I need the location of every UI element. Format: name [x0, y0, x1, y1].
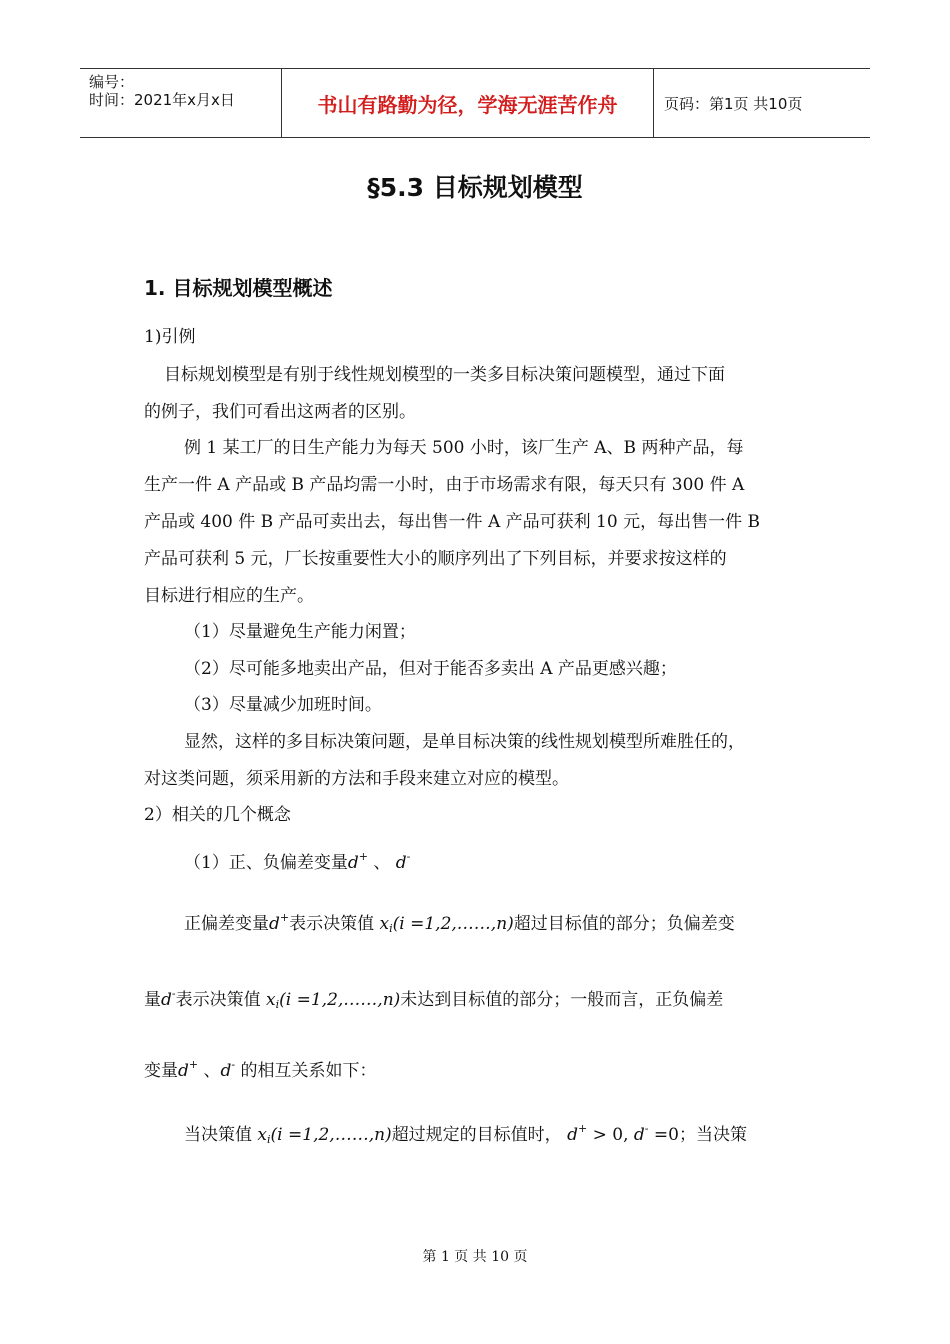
goal-item-1: （1）尽量避免生产能力闲置；: [184, 622, 416, 642]
subheading-example: 1)引例: [144, 327, 196, 347]
section-heading: 1. 目标规划模型概述: [144, 276, 333, 300]
definition-line-1: 正偏差变量d+表示决策值 $x_i(i$ =1,2,……,n)超过目标值的部分；负偏差变: [184, 911, 735, 935]
header-motto: 书山有路勤为径，学海无涯苦作舟: [281, 69, 654, 137]
concept-heading: （1）正、负偏差变量d+ 、 d-: [184, 850, 411, 873]
definition-line-4: 当决策值 $x_i(i$ =1,2,……,n)超过规定的目标值时， d+ > 0, d- =0；当决策: [184, 1122, 747, 1146]
doc-id-label: 编号：: [89, 73, 135, 91]
page-title: §5.3 目标规划模型: [367, 173, 583, 202]
example-line-1: 例 1 某工厂的日生产能力为每天 500 小时，该厂生产 A、B 两种产品，每: [184, 438, 744, 458]
conclusion-line-1: 显然，这样的多目标决策问题，是单目标决策的线性规划模型所难胜任的，: [184, 732, 745, 752]
definition-line-3: 变量d+ 、d- 的相互关系如下：: [144, 1058, 377, 1081]
example-line-3: 产品或 400 件 B 产品可卖出去，每出售一件 A 产品可获利 10 元，每出售一件 B: [144, 512, 760, 532]
example-line-5: 目标进行相应的生产。: [144, 586, 314, 606]
header-page-info: 页码：第1页 共10页: [664, 94, 803, 113]
intro-line-1: 目标规划模型是有别于线性规划模型的一类多目标决策问题模型，通过下面: [164, 365, 725, 385]
goal-item-3: （3）尽量减少加班时间。: [184, 695, 382, 715]
page-footer: 第 1 页 共 10 页: [422, 1249, 528, 1265]
page-header: [80, 68, 870, 138]
example-line-4: 产品可获利 5 元，厂长按重要性大小的顺序列出了下列目标，并要求按这样的: [144, 549, 727, 569]
example-line-2: 生产一件 A 产品或 B 产品均需一小时，由于市场需求有限，每天只有 300 件 A: [144, 475, 745, 495]
concept-heading-text: （1）正、负偏差变量: [184, 853, 348, 873]
definition-line-2: 量d-表示决策值 $x_i(i$ =1,2,……,n)未达到目标值的部分；一般而言，正负偏差: [144, 987, 724, 1011]
conclusion-line-2: 对这类问题，须采用新的方法和手段来建立对应的模型。: [144, 769, 569, 789]
subheading-concepts: 2）相关的几个概念: [144, 805, 291, 825]
doc-time-label: 时间：2021年x月x日: [89, 91, 235, 109]
intro-line-2: 的例子，我们可看出这两者的区别。: [144, 402, 416, 422]
goal-item-2: （2）尽可能多地卖出产品，但对于能否多卖出 A 产品更感兴趣；: [184, 659, 677, 679]
header-meta: [80, 69, 281, 137]
